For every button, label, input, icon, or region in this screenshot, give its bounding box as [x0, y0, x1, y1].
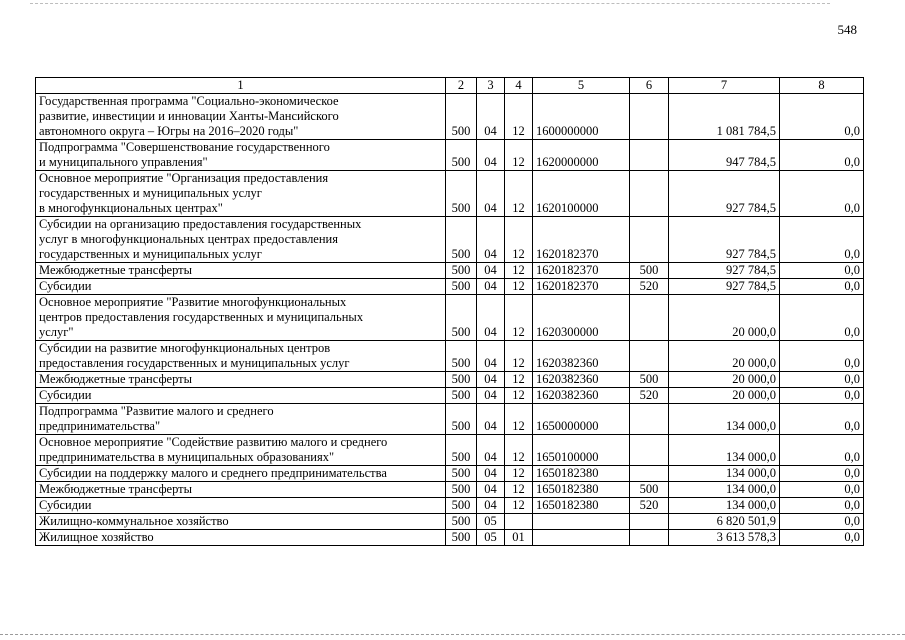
target-article-cell [533, 530, 630, 546]
row-name-line: предпринимательства в муниципальных образованиях" [39, 450, 335, 464]
amount-cell: 927 784,5 [669, 171, 780, 217]
target-article-cell: 1650000000 [533, 404, 630, 435]
row-name-cell [36, 94, 446, 140]
amount-cell: 134 000,0 [669, 435, 780, 466]
amount-cell: 134 000,0 [669, 498, 780, 514]
col8-cell: 0,0 [780, 279, 864, 295]
col8-cell: 0,0 [780, 217, 864, 263]
target-article-cell: 1620182370 [533, 263, 630, 279]
col8-cell: 0,0 [780, 482, 864, 498]
column-header: 4 [505, 78, 533, 94]
col8-cell: 0,0 [780, 388, 864, 404]
subsection-cell: 12 [505, 435, 533, 466]
expense-type-cell [630, 466, 669, 482]
expense-type-cell: 520 [630, 498, 669, 514]
row-name-line: Основное мероприятие "Содействие развитию малого и среднего [39, 435, 388, 449]
target-article-cell: 1620300000 [533, 295, 630, 341]
amount-cell: 927 784,5 [669, 263, 780, 279]
col8-cell: 0,0 [780, 498, 864, 514]
section-cell: 05 [477, 530, 505, 546]
row-name-line: Государственная программа "Социально-экономическое [39, 94, 339, 108]
amount-cell: 20 000,0 [669, 372, 780, 388]
expense-type-cell [630, 94, 669, 140]
subsection-cell: 01 [505, 530, 533, 546]
subsection-cell: 12 [505, 94, 533, 140]
section-cell: 04 [477, 388, 505, 404]
expense-type-cell: 520 [630, 388, 669, 404]
amount-cell: 134 000,0 [669, 482, 780, 498]
row-name-line: Подпрограмма "Совершенствование государственного [39, 140, 330, 154]
row-name-cell [36, 514, 446, 530]
row-name-line: развитие, инвестиции и инновации Ханты-Мансийского [39, 109, 339, 123]
section-cell: 04 [477, 263, 505, 279]
subsection-cell: 12 [505, 171, 533, 217]
row-name-line: Субсидии на поддержку малого и среднего предпринимательства [39, 466, 387, 480]
col8-cell: 0,0 [780, 140, 864, 171]
target-article-cell: 1650182380 [533, 482, 630, 498]
expense-type-cell: 500 [630, 372, 669, 388]
table-row [36, 140, 864, 171]
table-row [36, 466, 864, 482]
col8-cell: 0,0 [780, 171, 864, 217]
expense-type-cell [630, 435, 669, 466]
col8-cell: 0,0 [780, 530, 864, 546]
section-cell: 04 [477, 140, 505, 171]
row-name-line: в многофункциональных центрах" [39, 201, 223, 215]
target-article-cell: 1620182370 [533, 279, 630, 295]
target-article-cell: 1620382360 [533, 341, 630, 372]
table-row [36, 372, 864, 388]
row-name-line: Основное мероприятие "Развитие многофункциональных [39, 295, 347, 309]
subsection-cell: 12 [505, 140, 533, 171]
expense-type-cell [630, 341, 669, 372]
amount-cell: 927 784,5 [669, 217, 780, 263]
row-name-line: Субсидии [39, 279, 92, 293]
amount-cell: 1 081 784,5 [669, 94, 780, 140]
section-cell: 05 [477, 514, 505, 530]
table-row [36, 435, 864, 466]
section-cell: 04 [477, 295, 505, 341]
table-row [36, 388, 864, 404]
col8-cell: 0,0 [780, 341, 864, 372]
grbs-cell: 500 [446, 171, 477, 217]
expense-type-cell [630, 404, 669, 435]
scan-edge-top [30, 3, 830, 4]
grbs-cell: 500 [446, 295, 477, 341]
row-name-cell [36, 466, 446, 482]
amount-cell: 927 784,5 [669, 279, 780, 295]
amount-cell: 134 000,0 [669, 466, 780, 482]
column-header: 1 [36, 78, 446, 94]
target-article-cell: 1650100000 [533, 435, 630, 466]
row-name-cell [36, 279, 446, 295]
subsection-cell: 12 [505, 466, 533, 482]
grbs-cell: 500 [446, 341, 477, 372]
row-name-line: Межбюджетные трансферты [39, 372, 193, 386]
expense-type-cell: 500 [630, 482, 669, 498]
col8-cell: 0,0 [780, 404, 864, 435]
column-header: 7 [669, 78, 780, 94]
grbs-cell: 500 [446, 263, 477, 279]
amount-cell: 20 000,0 [669, 341, 780, 372]
col8-cell: 0,0 [780, 295, 864, 341]
row-name-line: Субсидии на развитие многофункциональных центров [39, 341, 331, 355]
row-name-line: Субсидии [39, 498, 92, 512]
grbs-cell: 500 [446, 94, 477, 140]
row-name-cell [36, 263, 446, 279]
section-cell: 04 [477, 466, 505, 482]
subsection-cell: 12 [505, 263, 533, 279]
section-cell: 04 [477, 404, 505, 435]
grbs-cell: 500 [446, 140, 477, 171]
expense-type-cell [630, 514, 669, 530]
target-article-cell: 1650182380 [533, 466, 630, 482]
grbs-cell: 500 [446, 372, 477, 388]
grbs-cell: 500 [446, 435, 477, 466]
expense-type-cell [630, 217, 669, 263]
column-header: 6 [630, 78, 669, 94]
page-number: 548 [837, 22, 857, 37]
row-name-line: предпринимательства" [39, 419, 161, 433]
expense-type-cell [630, 530, 669, 546]
amount-cell: 947 784,5 [669, 140, 780, 171]
subsection-cell: 12 [505, 217, 533, 263]
subsection-cell: 12 [505, 498, 533, 514]
section-cell: 04 [477, 94, 505, 140]
target-article-cell [533, 514, 630, 530]
section-cell: 04 [477, 279, 505, 295]
row-name-line: услуг в многофункциональных центрах предоставления [39, 232, 338, 246]
row-name-cell [36, 341, 446, 372]
row-name-cell [36, 388, 446, 404]
subsection-cell: 12 [505, 372, 533, 388]
row-name-line: государственных и муниципальных услуг [39, 186, 262, 200]
table-row [36, 530, 864, 546]
subsection-cell: 12 [505, 482, 533, 498]
table-row [36, 404, 864, 435]
subsection-cell: 12 [505, 388, 533, 404]
table-row [36, 498, 864, 514]
col8-cell: 0,0 [780, 263, 864, 279]
amount-cell: 20 000,0 [669, 295, 780, 341]
row-name-cell [36, 435, 446, 466]
section-cell: 04 [477, 217, 505, 263]
row-name-cell [36, 482, 446, 498]
table-row [36, 341, 864, 372]
col8-cell: 0,0 [780, 514, 864, 530]
grbs-cell: 500 [446, 482, 477, 498]
column-header: 8 [780, 78, 864, 94]
row-name-line: Подпрограмма "Развитие малого и среднего [39, 404, 274, 418]
row-name-line: Межбюджетные трансферты [39, 263, 193, 277]
amount-cell: 3 613 578,3 [669, 530, 780, 546]
grbs-cell: 500 [446, 279, 477, 295]
col8-cell: 0,0 [780, 466, 864, 482]
row-name-line: государственных и муниципальных услуг [39, 247, 262, 261]
row-name-line: автономного округа – Югры на 2016–2020 годы" [39, 124, 299, 138]
subsection-cell: 12 [505, 341, 533, 372]
target-article-cell: 1620000000 [533, 140, 630, 171]
target-article-cell: 1600000000 [533, 94, 630, 140]
section-cell: 04 [477, 171, 505, 217]
expense-type-cell [630, 171, 669, 217]
section-cell: 04 [477, 341, 505, 372]
row-name-line: и муниципального управления" [39, 155, 208, 169]
grbs-cell: 500 [446, 404, 477, 435]
section-cell: 04 [477, 435, 505, 466]
budget-table [35, 77, 864, 546]
table-row [36, 514, 864, 530]
row-name-line: Межбюджетные трансферты [39, 482, 193, 496]
grbs-cell: 500 [446, 217, 477, 263]
expense-type-cell [630, 295, 669, 341]
amount-cell: 20 000,0 [669, 388, 780, 404]
row-name-line: Субсидии [39, 388, 92, 402]
table-row [36, 94, 864, 140]
subsection-cell: 12 [505, 279, 533, 295]
row-name-line: центров предоставления государственных и муниципальных [39, 310, 364, 324]
row-name-cell [36, 404, 446, 435]
amount-cell: 6 820 501,9 [669, 514, 780, 530]
grbs-cell: 500 [446, 530, 477, 546]
table-row [36, 217, 864, 263]
subsection-cell: 12 [505, 404, 533, 435]
amount-cell: 134 000,0 [669, 404, 780, 435]
row-name-cell [36, 295, 446, 341]
grbs-cell: 500 [446, 514, 477, 530]
scan-edge-bottom [0, 634, 905, 635]
table-header-row [36, 78, 864, 94]
row-name-line: услуг" [39, 325, 74, 339]
target-article-cell: 1650182380 [533, 498, 630, 514]
table-row [36, 171, 864, 217]
row-name-cell [36, 530, 446, 546]
row-name-line: Основное мероприятие "Организация предоставления [39, 171, 329, 185]
row-name-line: Жилищно-коммунальное хозяйство [39, 514, 229, 528]
row-name-cell [36, 171, 446, 217]
subsection-cell [505, 514, 533, 530]
grbs-cell: 500 [446, 466, 477, 482]
expense-type-cell [630, 140, 669, 171]
table-row [36, 482, 864, 498]
column-header: 5 [533, 78, 630, 94]
grbs-cell: 500 [446, 498, 477, 514]
section-cell: 04 [477, 482, 505, 498]
grbs-cell: 500 [446, 388, 477, 404]
row-name-line: Субсидии на организацию предоставления государственных [39, 217, 362, 231]
expense-type-cell: 500 [630, 263, 669, 279]
table-row [36, 295, 864, 341]
col8-cell: 0,0 [780, 94, 864, 140]
section-cell: 04 [477, 498, 505, 514]
col8-cell: 0,0 [780, 435, 864, 466]
row-name-cell [36, 498, 446, 514]
target-article-cell: 1620182370 [533, 217, 630, 263]
subsection-cell: 12 [505, 295, 533, 341]
row-name-line: предоставления государственных и муниципальных услуг [39, 356, 350, 370]
row-name-line: Жилищное хозяйство [39, 530, 154, 544]
row-name-cell [36, 140, 446, 171]
expense-type-cell: 520 [630, 279, 669, 295]
section-cell: 04 [477, 372, 505, 388]
column-header: 3 [477, 78, 505, 94]
table-row [36, 279, 864, 295]
target-article-cell: 1620382360 [533, 372, 630, 388]
target-article-cell: 1620100000 [533, 171, 630, 217]
target-article-cell: 1620382360 [533, 388, 630, 404]
row-name-cell [36, 372, 446, 388]
col8-cell: 0,0 [780, 372, 864, 388]
table-row [36, 263, 864, 279]
row-name-cell [36, 217, 446, 263]
column-header: 2 [446, 78, 477, 94]
